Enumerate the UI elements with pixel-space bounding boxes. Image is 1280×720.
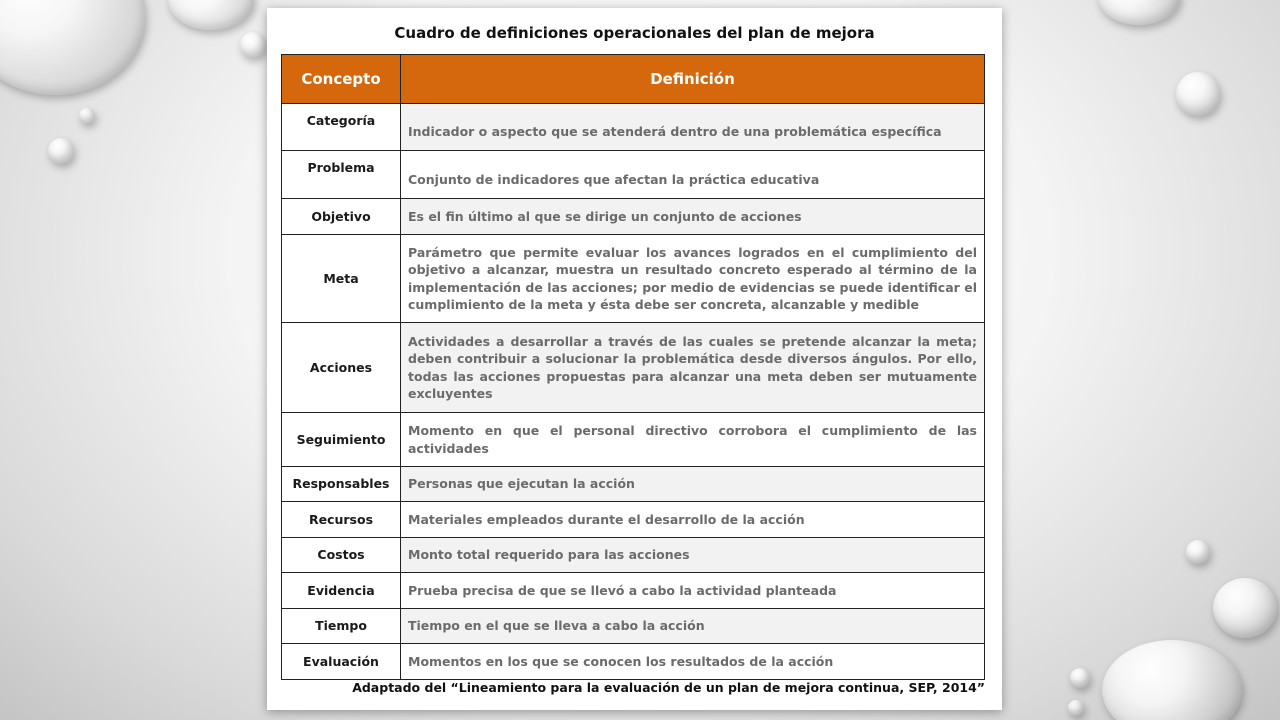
column-header-concepto: Concepto: [282, 55, 401, 104]
row-definition: Conjunto de indicadores que afectan la práctica educativa: [401, 151, 985, 199]
table-row: [282, 323, 985, 413]
table-header-row: [282, 55, 985, 104]
table-row: [282, 609, 985, 644]
row-concept: Objetivo: [282, 199, 401, 235]
table-row: [282, 538, 985, 573]
water-drop-decoration: [0, 0, 145, 95]
water-drop-decoration: [240, 32, 266, 58]
water-drop-decoration: [1102, 640, 1242, 720]
table-row: [282, 413, 985, 467]
row-definition: Prueba precisa de que se llevó a cabo la actividad planteada: [401, 573, 985, 609]
row-concept: Seguimiento: [282, 413, 401, 467]
row-definition: Es el fin último al que se dirige un conjunto de acciones: [401, 199, 985, 235]
row-definition: Momento en que el personal directivo corrobora el cumplimiento de las actividades: [401, 413, 985, 467]
row-definition: Indicador o aspecto que se atenderá dentro de una problemática específica: [401, 104, 985, 151]
table-row: [282, 467, 985, 502]
row-definition: Materiales empleados durante el desarrollo de la acción: [401, 502, 985, 538]
water-drop-decoration: [1098, 0, 1180, 25]
document-title: Cuadro de definiciones operacionales del plan de mejora: [394, 24, 875, 42]
row-definition: Personas que ejecutan la acción: [401, 467, 985, 502]
document-page: [267, 8, 1002, 710]
table-row: [282, 199, 985, 235]
table-row: [282, 644, 985, 680]
row-definition: Momentos en los que se conocen los resultados de la acción: [401, 644, 985, 680]
row-definition: Parámetro que permite evaluar los avances logrados en el cumplimiento del objetivo a alcanzar, muestra un resultado concreto esperado al término de la implementación de las acciones; por medio de evidencias se puede identificar el cumplimiento de la meta y ésta debe ser concreta, alcanzable y medible: [401, 235, 985, 323]
table-row: [282, 151, 985, 199]
row-concept: Recursos: [282, 502, 401, 538]
column-header-definicion: Definición: [401, 55, 985, 104]
table-row: [282, 235, 985, 323]
water-drop-decoration: [48, 138, 74, 164]
row-definition: Actividades a desarrollar a través de las cuales se pretende alcanzar la meta; deben contribuir a solucionar la problemática desde diversos ángulos. Por ello, todas las acciones propuestas para alcanzar una meta deben ser mutuamente excluyentes: [401, 323, 985, 413]
water-drop-decoration: [1176, 72, 1220, 116]
row-definition: Monto total requerido para las acciones: [401, 538, 985, 573]
water-drop-decoration: [79, 108, 95, 124]
table-row: [282, 573, 985, 609]
row-concept: Costos: [282, 538, 401, 573]
row-concept: Evaluación: [282, 644, 401, 680]
water-drop-decoration: [168, 0, 254, 30]
row-concept: Meta: [282, 235, 401, 323]
source-footnote: Adaptado del “Lineamiento para la evaluación de un plan de mejora continua, SEP, 2014”: [352, 680, 985, 695]
row-concept: Acciones: [282, 323, 401, 413]
row-concept: Responsables: [282, 467, 401, 502]
row-concept: Categoría: [282, 104, 401, 151]
table-row: [282, 502, 985, 538]
row-concept: Tiempo: [282, 609, 401, 644]
water-drop-decoration: [1186, 540, 1210, 564]
water-drop-decoration: [1068, 700, 1084, 716]
water-drop-decoration: [1213, 578, 1277, 638]
water-drop-decoration: [1070, 668, 1090, 688]
table-row: [282, 104, 985, 151]
definitions-table: [281, 54, 985, 680]
row-definition: Tiempo en el que se lleva a cabo la acción: [401, 609, 985, 644]
row-concept: Evidencia: [282, 573, 401, 609]
row-concept: Problema: [282, 151, 401, 199]
